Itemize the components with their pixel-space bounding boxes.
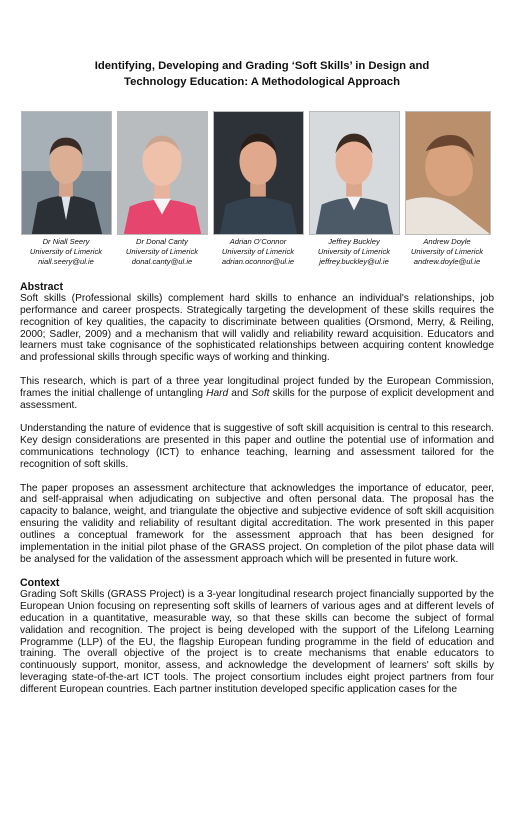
- author-list: [21, 237, 491, 271]
- abstract-paragraph-2: [20, 376, 494, 412]
- text-run: skills for the purpose of explicit development and assessment.: [20, 387, 494, 411]
- author-affiliation: University of Limerick: [29, 246, 103, 256]
- italic-hard: Hard: [206, 387, 229, 399]
- author-email: andrew.doyle@ul.ie: [413, 256, 481, 266]
- author-email: jeffrey.buckley@ul.ie: [319, 256, 389, 266]
- paper-body: [20, 281, 494, 696]
- author-name: Jeffrey Buckley: [328, 237, 380, 246]
- author-name: Adrian O’Connor: [229, 237, 287, 246]
- context-heading: Context: [20, 577, 60, 590]
- author-affiliation: University of Limerick: [410, 246, 484, 256]
- context-paragraph-1: Grading Soft Skills (GRASS Project) is a 3-year longitudinal research project financially supported by the European Union focusing on representing soft skills of learners of various ages and at different levels of education in a quantitative, measurable way, so that these skills can become the subject of formal validation and recognition. The project is being developed with the support of the Lifelong Learning Programme (LLP) of the EU, the flagship European funding programme in the field of education and training. The overall objective of the project is to create mechanisms that enable educators to continuously support, monitor, assess, and acknowledge the development of learners' soft skills by leveraging state-of-the-art ICT tools. The project consortium includes eight project partners from four different European countries. Each partner institution developed specific application cases for the: [20, 589, 494, 695]
- abstract-heading: Abstract: [20, 281, 63, 293]
- author-email: adrian.oconnor@ul.ie: [221, 256, 295, 266]
- author-affiliation: University of Limerick: [317, 246, 391, 256]
- text-run: This research, which is part of a three year longitudinal project funded by the European Commission, frames the initial challenge of untangling: [20, 375, 494, 399]
- author-affiliation: University of Limerick: [221, 246, 295, 256]
- abstract-paragraph-4: The paper proposes an assessment architecture that acknowledges the importance of educator, peer, and self-appraisal when adjudicating on subjective and often personal data. The proposal has the capacity to balance, weight, and triangulate the objective and subjective evidence of soft skill acquisition ensuring the validity and reliability of resultant digital accreditation. The work presented in this paper outlines a conceptual framework for the assessment approach that has been designed for implementation in the initial pilot phase of the GRASS project. On completion of the pilot phase data will be analysed for the validation of the assessment approach which will be presented in future work.: [20, 482, 494, 565]
- abstract-paragraph-1: Soft skills (Professional skills) complement hard skills to enhance an individual's relationships, job performance and career prospects. Strategically targeting the development of these skills requires the recognition of key qualities, the capacity to discriminate between qualities (Orsmond, Merry, & Reiling, 2000; Sadler, 2009) and a mechanism that will validly and reliability reward acquisition. Educators and learners must take cognisance of the sophisticated relationships between acquiring content knowledge and professional skills through specific ways of working and thinking.: [20, 293, 494, 364]
- author-name: Dr Niall Seery: [42, 237, 90, 246]
- author-2: [114, 237, 210, 266]
- abstract-paragraph-3: Understanding the nature of evidence that is suggestive of soft skill acquisition is central to this research. Key design considerations are presented in this paper and outline the potential use of information and communications technology (ICT) to enhance teaching, learning and assessment tailored for the recognition of soft skills.: [20, 423, 494, 470]
- author-name: Dr Donal Canty: [136, 237, 188, 246]
- title-line-1: Identifying, Developing and Grading ‘Soft Skills’ in Design and: [94, 60, 430, 72]
- author-photo-5: [405, 111, 491, 235]
- text-run: and: [228, 387, 252, 399]
- author-name: Andrew Doyle: [423, 237, 471, 246]
- italic-soft: Soft: [251, 387, 270, 399]
- author-email: niall.seery@ul.ie: [38, 256, 94, 266]
- author-email: donal.canty@ul.ie: [131, 256, 193, 266]
- author-photo-2: [117, 111, 208, 235]
- title-line-2: Technology Education: A Methodological Approach: [124, 76, 400, 88]
- author-photos: [21, 111, 491, 236]
- author-photo-1: [21, 111, 112, 235]
- author-photo-4: [309, 111, 400, 235]
- author-affiliation: University of Limerick: [125, 246, 199, 256]
- author-5: [399, 237, 495, 266]
- author-photo-3: [213, 111, 304, 235]
- author-3: [210, 237, 306, 266]
- paper-title: [30, 58, 494, 90]
- author-1: [18, 237, 114, 266]
- author-4: [306, 237, 402, 266]
